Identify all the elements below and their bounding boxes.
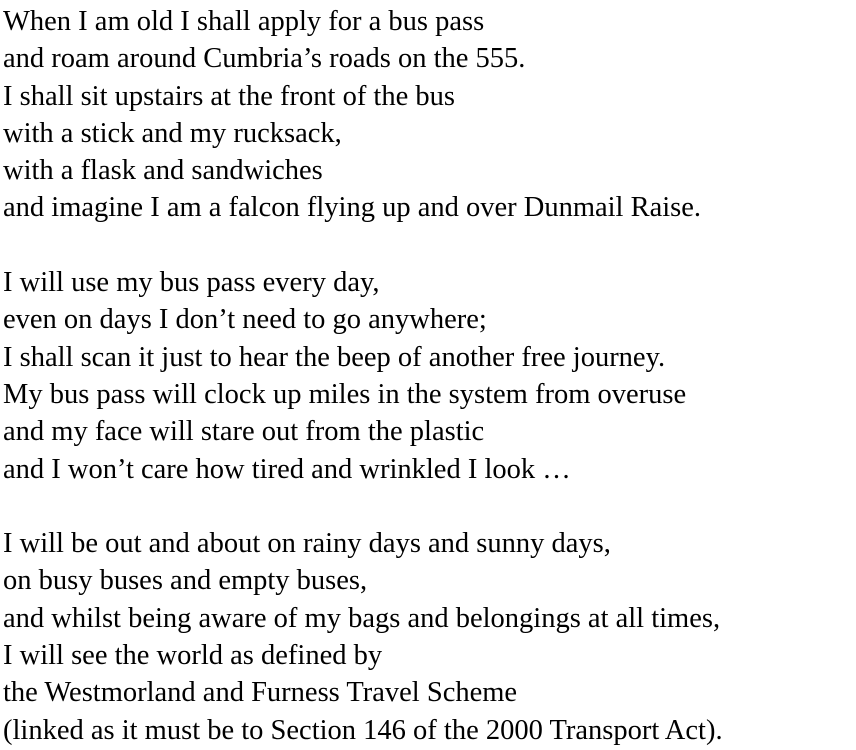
- poem-line: When I am old I shall apply for a bus pass: [3, 6, 485, 37]
- poem-line: I will see the world as defined by: [3, 640, 383, 672]
- poem-line: (linked as it must be to Section 146 of the 2000 Transport Act).: [3, 714, 723, 746]
- poem-line: I will be out and about on rainy days and sunny days,: [3, 528, 611, 560]
- poem-line: on busy buses and empty buses,: [3, 565, 368, 597]
- poem-text: [3, 3, 853, 749]
- poem-line: and whilst being aware of my bags and belongings at all times,: [3, 602, 721, 634]
- poem-line: I shall sit upstairs at the front of the bus: [3, 80, 455, 112]
- poem-line: with a flask and sandwiches: [3, 155, 323, 187]
- stanza-3: [3, 525, 853, 749]
- poem-line: and my face will stare out from the plastic: [3, 416, 485, 448]
- poem-line: the Westmorland and Furness Travel Scheme: [3, 677, 518, 709]
- poem-line: I shall scan it just to hear the beep of another free journey.: [3, 341, 666, 373]
- poem-line: and I won’t care how tired and wrinkled I look …: [3, 453, 571, 485]
- poem-line: I will use my bus pass every day,: [3, 267, 380, 299]
- poem-line: even on days I don’t need to go anywhere;: [3, 304, 487, 336]
- poem-line: with a stick and my rucksack,: [3, 117, 342, 149]
- poem-line: My bus pass will clock up miles in the system from overuse: [3, 378, 687, 410]
- stanza-1: [3, 3, 853, 227]
- poem-line: and imagine I am a falcon flying up and over Dunmail Raise.: [3, 192, 702, 224]
- poem-line: and roam around Cumbria’s roads on the 555.: [3, 43, 526, 75]
- stanza-2: [3, 264, 853, 488]
